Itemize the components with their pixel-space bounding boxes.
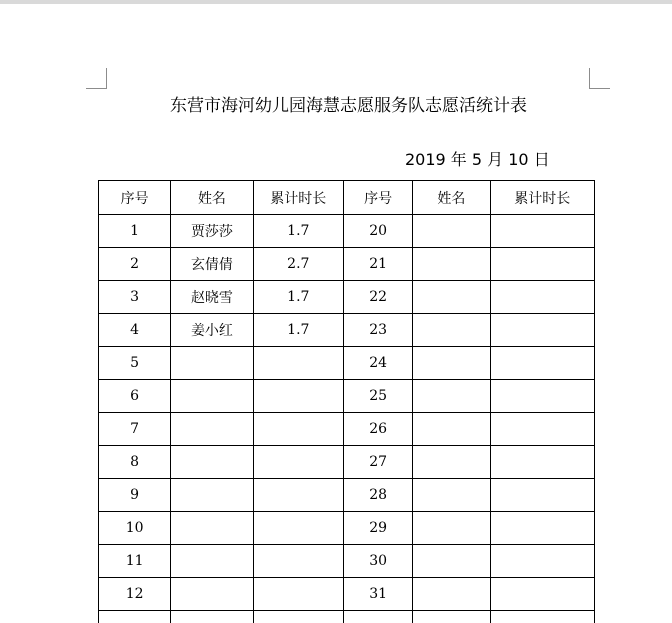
cell-name[interactable] bbox=[171, 413, 253, 446]
cell-duration[interactable]: 1.7 bbox=[253, 215, 343, 248]
cell-name-2[interactable] bbox=[413, 512, 490, 545]
cell-index-2[interactable]: 31 bbox=[343, 578, 412, 611]
cell-index[interactable]: 7 bbox=[99, 413, 171, 446]
cell-duration-2[interactable] bbox=[490, 446, 594, 479]
page-corner-mark-right bbox=[589, 68, 610, 89]
cell-duration[interactable] bbox=[253, 611, 343, 623]
cell-index[interactable]: 5 bbox=[99, 347, 171, 380]
table-row bbox=[99, 413, 595, 446]
page-corner-mark-left bbox=[86, 68, 107, 89]
cell-index[interactable]: 8 bbox=[99, 446, 171, 479]
cell-name[interactable]: 玄倩倩 bbox=[171, 248, 253, 281]
cell-name[interactable] bbox=[171, 611, 253, 623]
cell-index-2[interactable]: 30 bbox=[343, 545, 412, 578]
cell-index[interactable] bbox=[99, 611, 171, 623]
cell-duration[interactable] bbox=[253, 413, 343, 446]
table-row bbox=[99, 512, 595, 545]
cell-name[interactable] bbox=[171, 479, 253, 512]
cell-name[interactable]: 贾莎莎 bbox=[171, 215, 253, 248]
cell-index-2[interactable]: 29 bbox=[343, 512, 412, 545]
cell-duration-2[interactable] bbox=[490, 215, 594, 248]
table-row bbox=[99, 281, 595, 314]
table-row bbox=[99, 578, 595, 611]
cell-name[interactable]: 姜小红 bbox=[171, 314, 253, 347]
cell-name-2[interactable] bbox=[413, 215, 490, 248]
cell-index-2[interactable]: 24 bbox=[343, 347, 412, 380]
cell-index-2[interactable]: 25 bbox=[343, 380, 412, 413]
cell-index-2[interactable]: 21 bbox=[343, 248, 412, 281]
cell-name-2[interactable] bbox=[413, 545, 490, 578]
cell-duration[interactable] bbox=[253, 512, 343, 545]
header-index-2: 序号 bbox=[343, 181, 412, 215]
cell-duration[interactable]: 2.7 bbox=[253, 248, 343, 281]
document-date: 2019 年 5 月 10 日 bbox=[405, 150, 550, 169]
cell-index-2[interactable]: 26 bbox=[343, 413, 412, 446]
cell-index[interactable]: 9 bbox=[99, 479, 171, 512]
cell-duration-2[interactable] bbox=[490, 347, 594, 380]
header-duration: 累计时长 bbox=[253, 181, 343, 215]
cell-name[interactable] bbox=[171, 347, 253, 380]
cell-name-2[interactable] bbox=[413, 446, 490, 479]
header-name: 姓名 bbox=[171, 181, 253, 215]
window-top-border bbox=[0, 0, 672, 4]
cell-name-2[interactable] bbox=[413, 314, 490, 347]
cell-index[interactable]: 3 bbox=[99, 281, 171, 314]
cell-duration-2[interactable] bbox=[490, 413, 594, 446]
cell-duration[interactable] bbox=[253, 446, 343, 479]
cell-index[interactable]: 4 bbox=[99, 314, 171, 347]
cell-name[interactable] bbox=[171, 380, 253, 413]
cell-duration[interactable] bbox=[253, 479, 343, 512]
cell-duration-2[interactable] bbox=[490, 611, 594, 623]
cell-index[interactable]: 6 bbox=[99, 380, 171, 413]
cell-index[interactable]: 10 bbox=[99, 512, 171, 545]
table-row bbox=[99, 380, 595, 413]
table-row bbox=[99, 545, 595, 578]
cell-index-2[interactable]: 22 bbox=[343, 281, 412, 314]
cell-index-2[interactable]: 27 bbox=[343, 446, 412, 479]
cell-name-2[interactable] bbox=[413, 578, 490, 611]
table-row bbox=[99, 215, 595, 248]
document-title: 东营市海河幼儿园海慧志愿服务队志愿活统计表 bbox=[170, 96, 527, 116]
cell-index[interactable]: 2 bbox=[99, 248, 171, 281]
cell-duration[interactable]: 1.7 bbox=[253, 314, 343, 347]
cell-duration[interactable] bbox=[253, 578, 343, 611]
cell-index[interactable]: 1 bbox=[99, 215, 171, 248]
table-row bbox=[99, 479, 595, 512]
table-header-row bbox=[99, 181, 595, 215]
cell-name[interactable] bbox=[171, 545, 253, 578]
table-row bbox=[99, 347, 595, 380]
cell-name[interactable] bbox=[171, 512, 253, 545]
cell-name-2[interactable] bbox=[413, 380, 490, 413]
header-name-2: 姓名 bbox=[413, 181, 490, 215]
cell-name[interactable] bbox=[171, 578, 253, 611]
cell-duration[interactable] bbox=[253, 545, 343, 578]
header-index: 序号 bbox=[99, 181, 171, 215]
cell-name-2[interactable] bbox=[413, 248, 490, 281]
cell-duration[interactable]: 1.7 bbox=[253, 281, 343, 314]
table-row bbox=[99, 314, 595, 347]
cell-name[interactable]: 赵晓雪 bbox=[171, 281, 253, 314]
cell-index[interactable]: 12 bbox=[99, 578, 171, 611]
table-row bbox=[99, 248, 595, 281]
cell-name-2[interactable] bbox=[413, 347, 490, 380]
cell-duration-2[interactable] bbox=[490, 380, 594, 413]
cell-duration[interactable] bbox=[253, 380, 343, 413]
cell-duration-2[interactable] bbox=[490, 479, 594, 512]
cell-name-2[interactable] bbox=[413, 281, 490, 314]
cell-name[interactable] bbox=[171, 446, 253, 479]
cell-duration[interactable] bbox=[253, 347, 343, 380]
table-row bbox=[99, 611, 595, 623]
cell-name-2[interactable] bbox=[413, 479, 490, 512]
cell-duration-2[interactable] bbox=[490, 545, 594, 578]
cell-duration-2[interactable] bbox=[490, 281, 594, 314]
table-row bbox=[99, 446, 595, 479]
cell-duration-2[interactable] bbox=[490, 314, 594, 347]
cell-index-2[interactable]: 28 bbox=[343, 479, 412, 512]
cell-name-2[interactable] bbox=[413, 413, 490, 446]
cell-duration-2[interactable] bbox=[490, 512, 594, 545]
cell-index-2[interactable]: 23 bbox=[343, 314, 412, 347]
cell-index-2[interactable] bbox=[343, 611, 412, 623]
cell-index-2[interactable]: 20 bbox=[343, 215, 412, 248]
cell-duration-2[interactable] bbox=[490, 248, 594, 281]
cell-name-2[interactable] bbox=[413, 611, 490, 623]
cell-duration-2[interactable] bbox=[490, 578, 594, 611]
cell-index[interactable]: 11 bbox=[99, 545, 171, 578]
header-duration-2: 累计时长 bbox=[490, 181, 594, 215]
volunteer-hours-table bbox=[98, 180, 595, 623]
